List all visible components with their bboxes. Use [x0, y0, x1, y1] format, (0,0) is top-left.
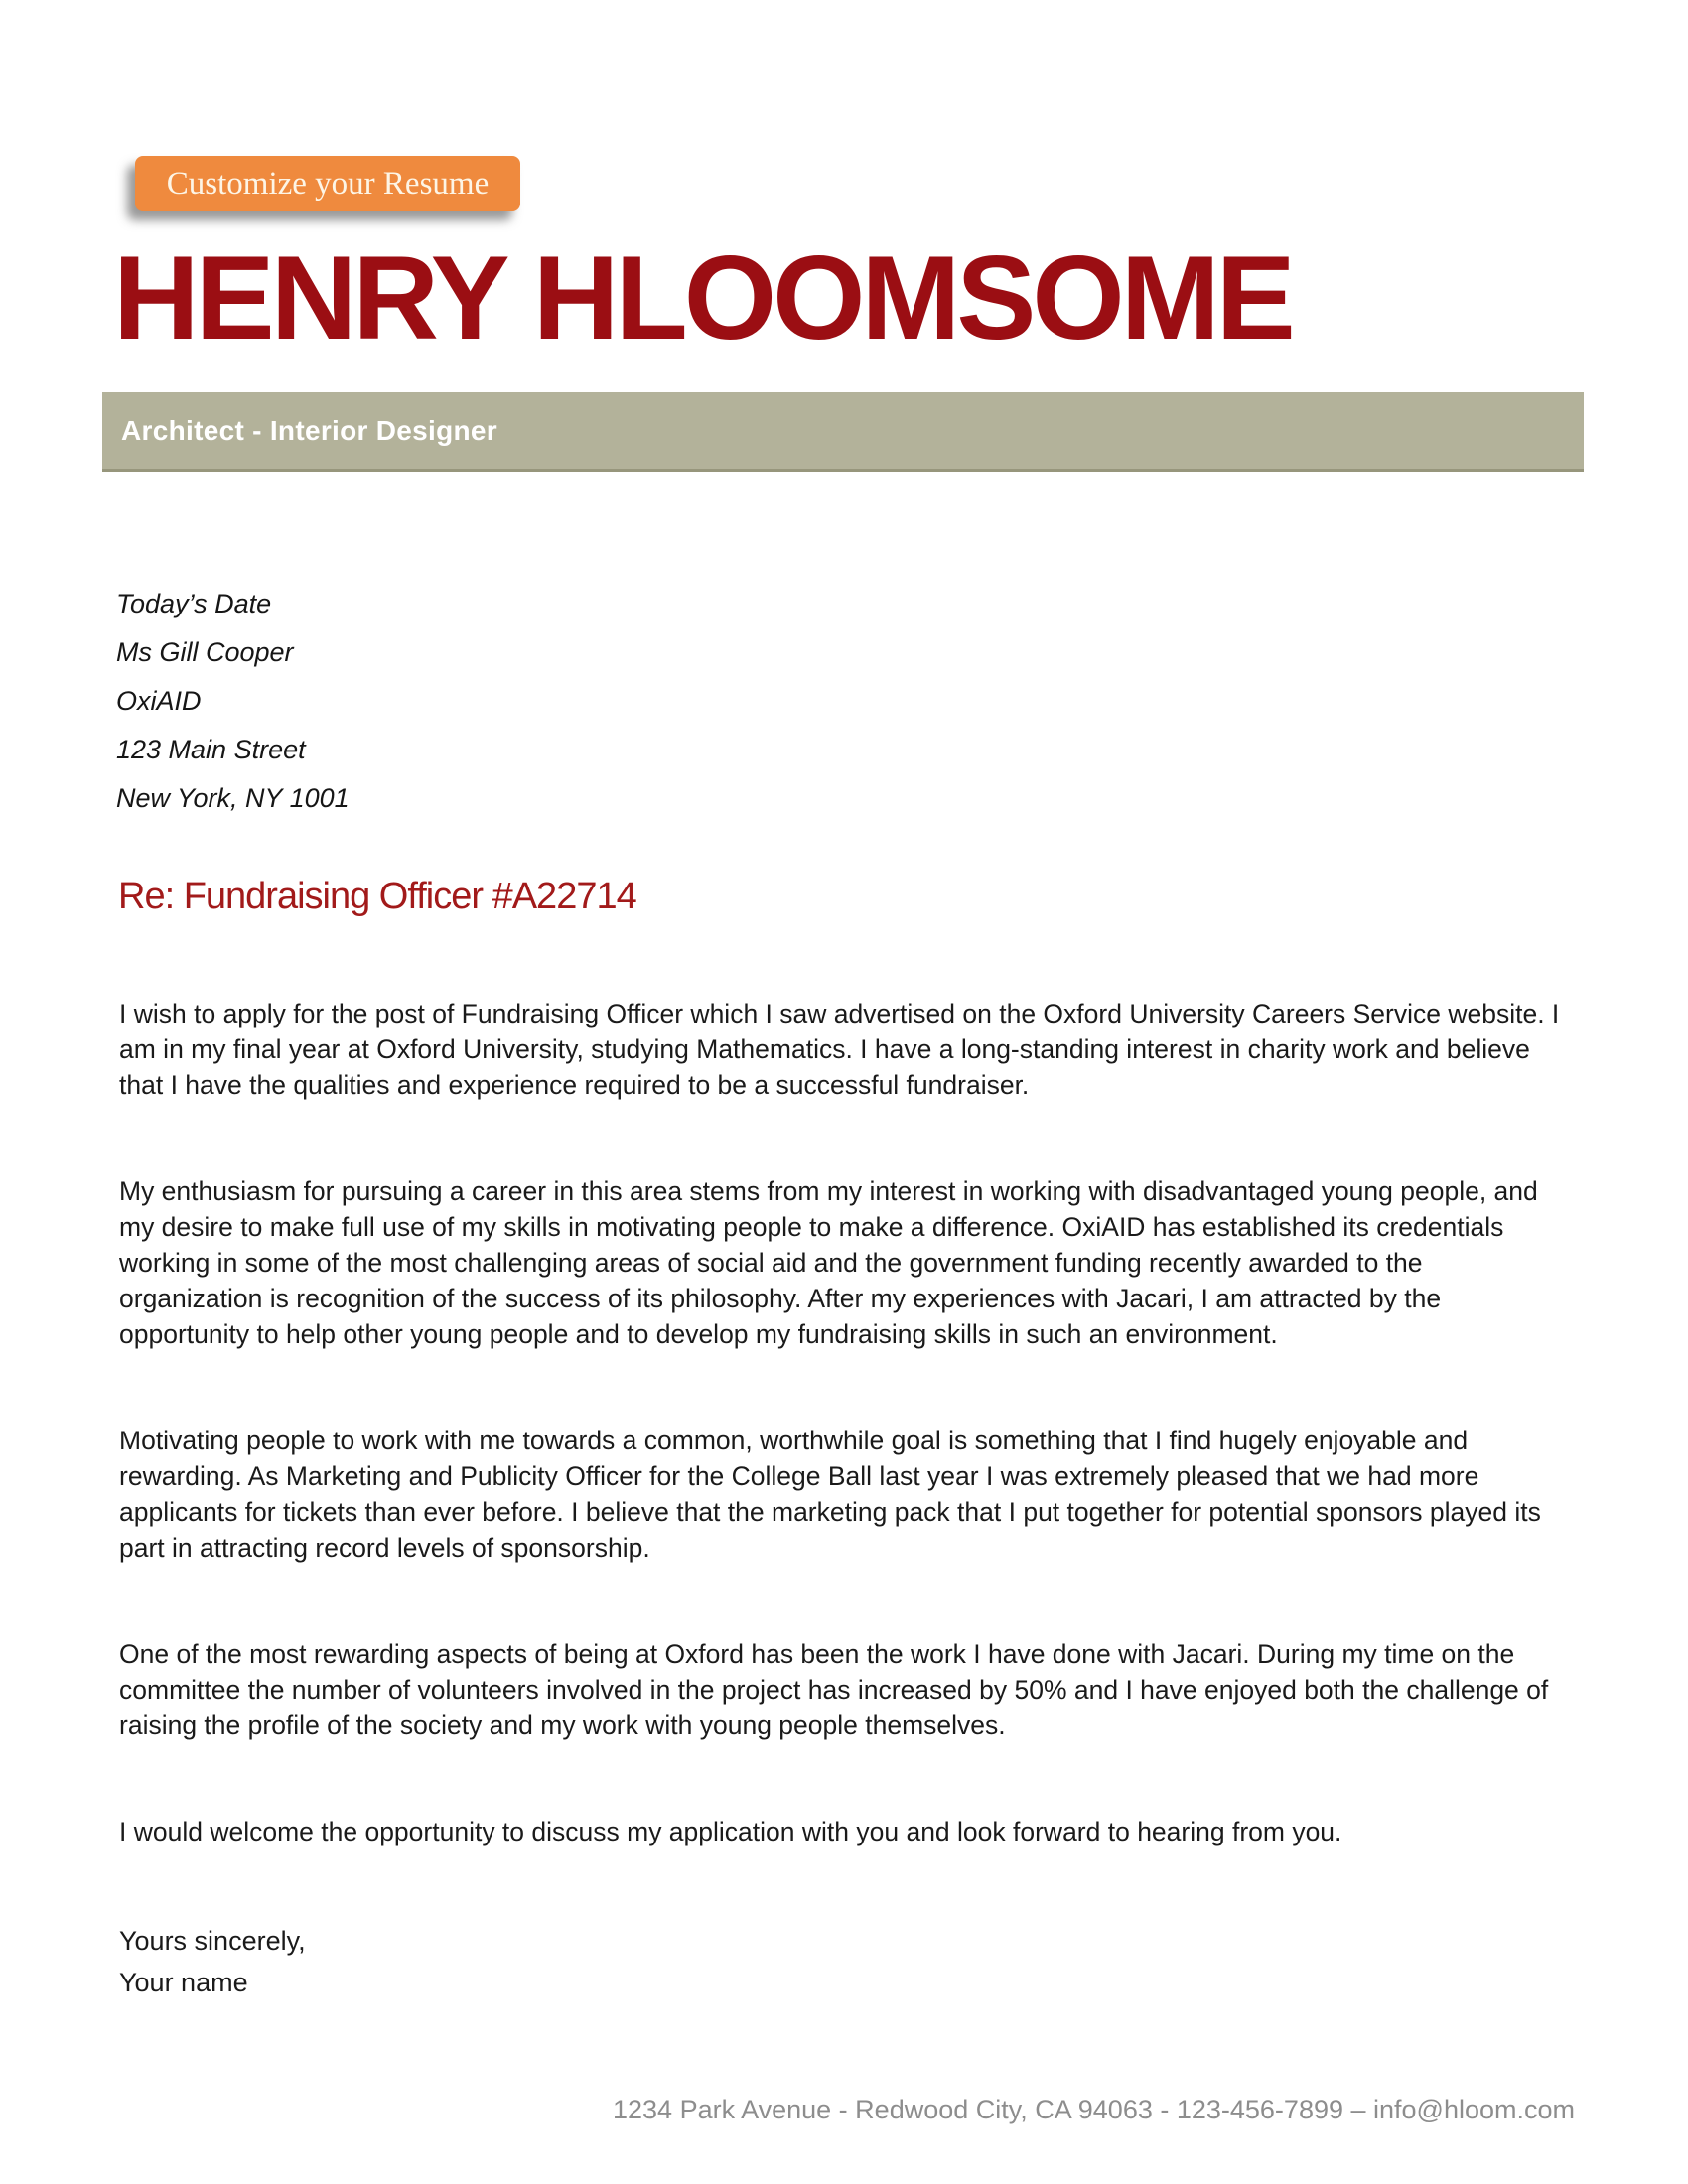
recipient-line-date: Today’s Date — [116, 589, 272, 618]
footer-contact — [613, 2095, 1575, 2125]
closing-block — [119, 1920, 1561, 2003]
role-title-label: Architect - Interior Designer — [121, 414, 498, 446]
recipient-line-city: New York, NY 1001 — [116, 783, 350, 813]
letter-paragraph: Motivating people to work with me towards a common, worthwhile goal is something that I find hugely enjoyable and rewarding. As Marketing and Publicity Officer for the College Ball last year I was extremely pleased that we had more applicants for tickets than ever before. I believe that the marketing pack that I put together for potential sponsors played its part in attracting record levels of sponsorship. — [119, 1426, 1541, 1563]
letter-paragraph: I wish to apply for the post of Fundraising Officer which I saw advertised on the Oxford University Careers Service website. I am in my final year at Oxford University, studying Mathematics. I have a long-standing interest in charity work and believe that I have the qualities and experience required to be a successful fundraiser. — [119, 999, 1560, 1100]
closing-salutation: Yours sincerely, — [119, 1926, 306, 1956]
letter-body — [119, 996, 1561, 2003]
recipient-line-name: Ms Gill Cooper — [116, 637, 294, 667]
customize-resume-button[interactable]: Customize your Resume — [135, 156, 520, 211]
letter-paragraph: My enthusiasm for pursuing a career in this area stems from my interest in working with disadvantaged young people, and my desire to make full use of my skills in motivating people to make a difference. OxiAID has established its credentials working in some of the most challenging areas of social aid and the government funding recently awarded to the organization is recognition of the success of its philosophy. After my experiences with Jacari, I am attracted by the opportunity to help other young people and to develop my fundraising skills in such an environment. — [119, 1176, 1538, 1349]
subject-line: Re: Fundraising Officer #A22714 — [118, 876, 636, 917]
role-title-bar — [102, 392, 1584, 472]
recipient-line-company: OxiAID — [116, 686, 202, 716]
closing-signature: Your name — [119, 1968, 248, 1997]
applicant-name-heading: HENRY HLOOMSOME — [113, 231, 1292, 364]
letter-paragraph: I would welcome the opportunity to discuss my application with you and look forward to hearing from you. — [119, 1817, 1342, 1846]
recipient-address-block — [116, 580, 350, 823]
recipient-line-street: 123 Main Street — [116, 735, 306, 764]
letter-paragraph: One of the most rewarding aspects of being at Oxford has been the work I have done with Jacari. During my time on the committee the number of volunteers involved in the project has increased by 50% and I have enjoyed both the challenge of raising the profile of the society and my work with young people themselves. — [119, 1639, 1549, 1740]
footer-contact-text: 1234 Park Avenue - Redwood City, CA 94063 - 123-456-7899 – info@hloom.com — [613, 2095, 1575, 2124]
